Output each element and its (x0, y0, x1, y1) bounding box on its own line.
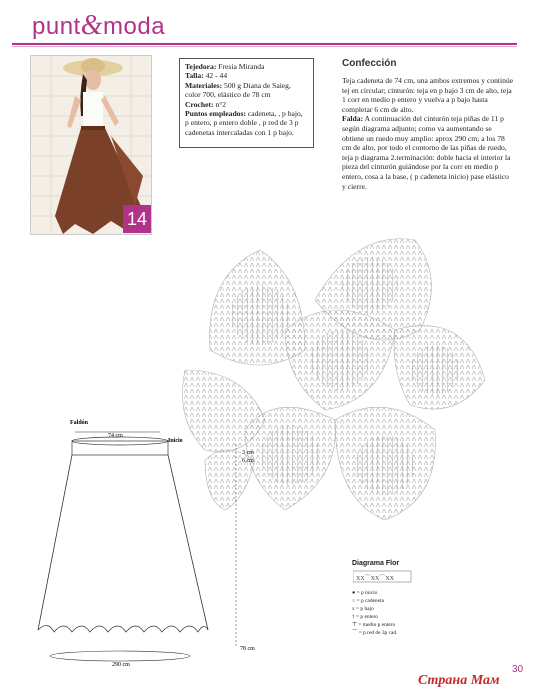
legend-item-medio-entero: ⊤ = medio p entero (352, 622, 396, 628)
inicio-label: Inicio (168, 438, 183, 444)
faldon-label: Faldón (70, 420, 89, 426)
brand-part1: punt (32, 13, 81, 40)
header-rule (12, 43, 517, 45)
puntos-label: Puntos empleados: (185, 109, 246, 119)
magazine-logo (32, 10, 165, 42)
stitch-legend (352, 589, 397, 637)
hem-circle (50, 651, 190, 661)
confeccion-paragraph-1: Teja cadeneta de 74 cm, una ambos extremos y continúe tej en circular; cinturón: teja en p bajo 3 cm de alto, teja 1 corr en medio p entero y vuelva a p bajo hasta completar 6 cm de alto. (342, 76, 514, 114)
legend-item-bajo: x = p bajo (352, 606, 374, 612)
materiales-value: 500 g Diana de Saieg, color 700, elástico de 78 cm (185, 80, 291, 100)
page-number: 30 (512, 664, 524, 675)
legend-item-red: ⌒ = p red de 3p cad. (352, 630, 398, 636)
legend-item-inicio: ● = p inicio (352, 590, 378, 596)
crochet-label: Crochet: (185, 99, 214, 109)
top-width-label: 74 cm (108, 433, 123, 439)
talla-value: 42 - 44 (205, 71, 228, 81)
brand-amp: & (80, 10, 103, 41)
legend-item-entero: † = p entero (352, 614, 378, 620)
materiales-label: Materiales: (185, 80, 223, 90)
pattern-number-badge: 14 (123, 205, 151, 233)
puntos-value: cadeneta, , p bajo, p entero, p entero doble , p red de 3 p cadenetas intercaladas con 1 p bajo. (185, 109, 303, 137)
height-6cm: 6 cm (242, 458, 254, 464)
crochet-value: n°2 (215, 99, 227, 109)
header-rule-thin (12, 46, 517, 47)
waistband (72, 441, 168, 455)
tejedora-label: Tejedora: (185, 62, 217, 71)
legend-title: Diagrama Flor (352, 560, 400, 567)
confeccion-paragraph-2: A continuación del cinturón teja piñas de 11 p según diagrama adjunto; como va aumentando se obtiene un ruedo muy amplio: aprox 290 cm; a los 78 cm de alto, por todo el contorno de las piñas de ruedo, teja p diagrama 2.terminación: doble hacia el interior la pieza del cinturón guiándose por la corr en medio p entero, cosa a la base, ( p cadeneta inicio) pase elástico y cierre. (342, 114, 511, 191)
confeccion-text (342, 76, 514, 191)
falda-label: Falda: (342, 114, 364, 124)
watermark: Страна Мам (418, 673, 500, 688)
scalloped-hem (38, 625, 208, 632)
height-78cm: 78 cm (240, 646, 255, 652)
bottom-width-label: 290 cm (112, 662, 130, 668)
confeccion-title: Confección (342, 58, 397, 69)
legend-item-cadeneta: ○ = p cadeneta (352, 598, 384, 604)
materials-box (179, 58, 314, 148)
flower-diagram-strip (353, 570, 413, 584)
skirt-schematic (20, 410, 270, 670)
svg-text:XX⌒XX⌒XX: XX⌒XX⌒XX (356, 576, 394, 582)
brand-part2: moda (103, 13, 166, 40)
tejedora-value: Fresia Miranda (218, 62, 265, 71)
skirt-outline (38, 455, 208, 630)
height-3cm: 3 cm (242, 450, 254, 456)
talla-label: Talla: (185, 71, 204, 81)
